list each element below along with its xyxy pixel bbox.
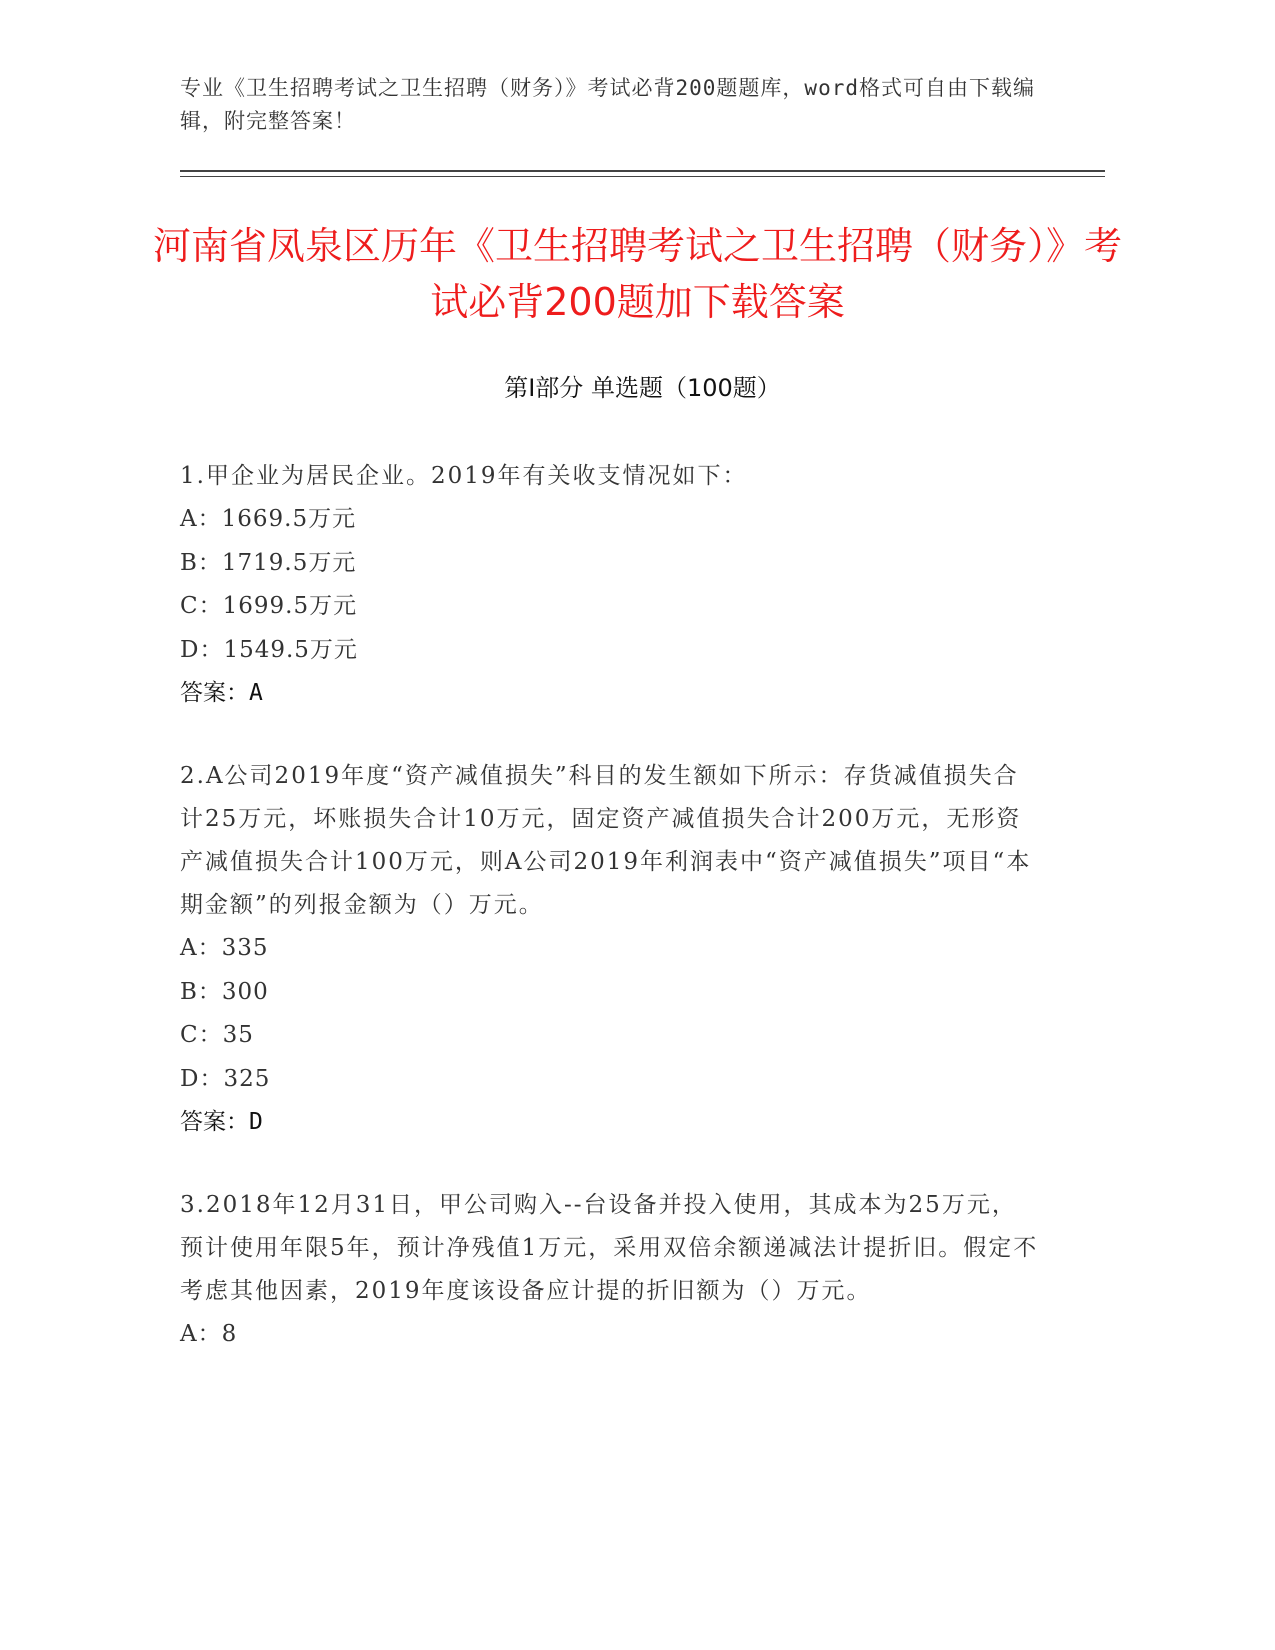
answer-value: A <box>249 680 263 706</box>
question-stem: 1.甲企业为居民企业。2019年有关收支情况如下： <box>180 463 748 489</box>
section-title: 第Ⅰ部分 单选题（100题） <box>504 374 781 402</box>
answer-label: 答案： <box>180 680 249 706</box>
document-title: 河南省凤泉区历年《卫生招聘考试之卫生招聘（财务）》考试必背200题加下载答案 <box>152 224 1122 324</box>
header-note: 专业《卫生招聘考试之卫生招聘（财务）》考试必背200题题库，word格式可自由下载编辑，附完整答案！ <box>180 76 1035 133</box>
question-1 <box>180 455 1040 715</box>
header-divider-thick <box>180 170 1105 172</box>
question-stem: 3.2018年12月31日，甲公司购入--台设备并投入使用，其成本为25万元，预计使用年限5年，预计净残值1万元，采用双倍余额递减法计提折旧。假定不考虑其他因素，2019年度该设备应计提的折旧额为（）万元。 <box>180 1192 1039 1304</box>
answer-label: 答案： <box>180 1109 249 1135</box>
question-2 <box>180 755 1040 1144</box>
option-b: B：300 <box>180 978 269 1005</box>
question-list <box>180 455 1040 1397</box>
option-a: A：1669.5万元 <box>180 506 357 532</box>
option-c: C：1699.5万元 <box>180 593 358 619</box>
answer-line <box>180 672 1040 715</box>
option-d: D：1549.5万元 <box>180 636 358 663</box>
header-divider-thin <box>180 176 1105 177</box>
option-b: B：1719.5万元 <box>180 549 357 576</box>
option-a: A：8 <box>180 1321 238 1347</box>
option-a: A：335 <box>180 935 269 961</box>
option-d: D：325 <box>180 1065 271 1092</box>
answer-value: D <box>249 1109 263 1135</box>
question-stem: 2.A公司2019年度“资产减值损失”科目的发生额如下所示：存货减值损失合计25万元，坏账损失合计10万元，固定资产减值损失合计200万元，无形资产减值损失合计100万元，则A公司2019年利润表中“资产减值损失”项目“本期金额”的列报金额为（）万元。 <box>180 763 1032 918</box>
answer-line <box>180 1101 1040 1144</box>
option-c: C：35 <box>180 1022 254 1048</box>
question-3 <box>180 1184 1040 1357</box>
